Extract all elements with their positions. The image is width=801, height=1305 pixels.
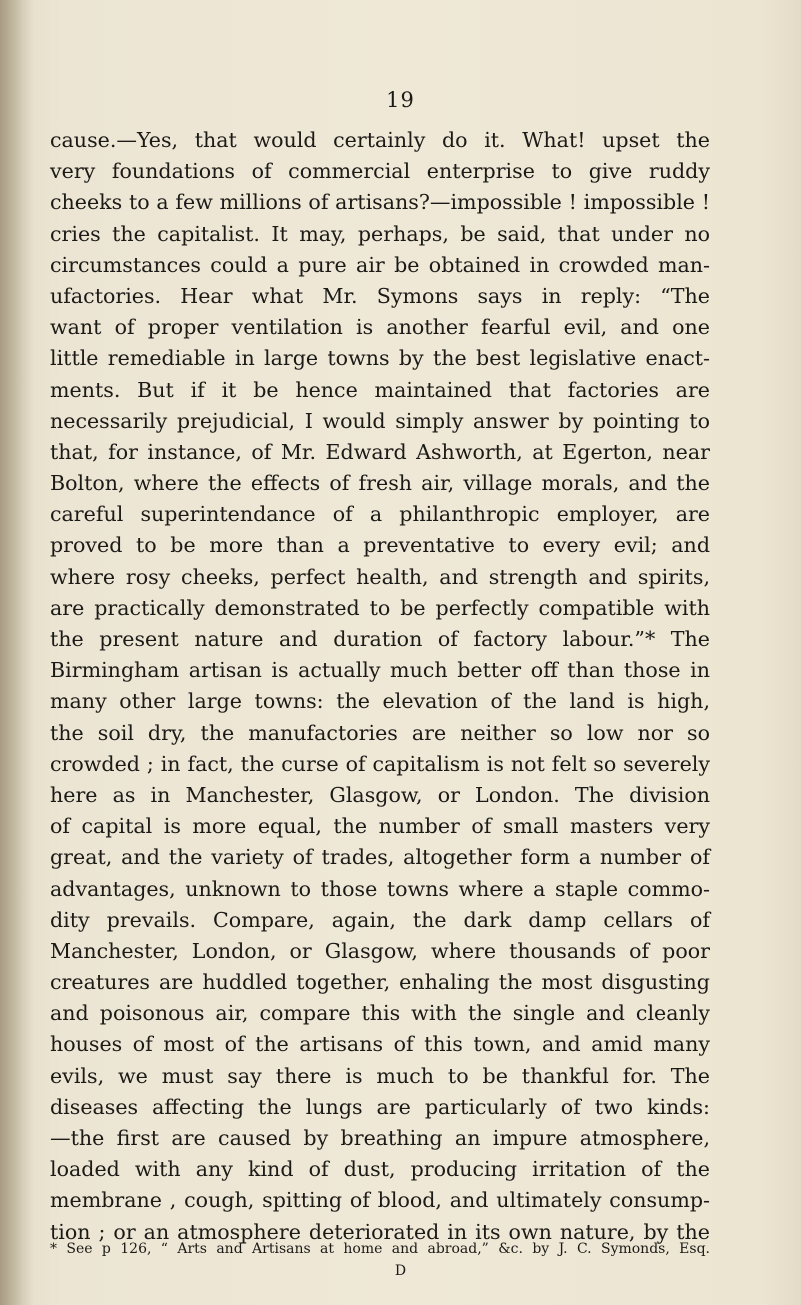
text-line-22: here as in Manchester, Glasgow, or London. The division (50, 782, 710, 807)
text-line-9: ments. But if it be hence maintained that factories are (50, 377, 710, 402)
text-line-12: Bolton, where the effects of fresh air, village morals, and the (50, 471, 710, 496)
text-line-4: cries the capitalist. It may, perhaps, be said, that under no (50, 221, 710, 246)
text-line-15: where rosy cheeks, perfect health, and strength and spirits, (50, 564, 710, 589)
text-line-24: great, and the variety of trades, altogether form a number of (50, 845, 710, 870)
text-line-28: creatures are huddled together, enhaling the most disgusting (50, 970, 710, 995)
text-line-2: very foundations of commercial enterprise to give ruddy (50, 159, 710, 184)
page-number: 19 (386, 88, 415, 112)
text-line-10: necessarily prejudicial, I would simply answer by pointing to (50, 408, 710, 433)
body-text (50, 125, 710, 1248)
text-line-16: are practically demonstrated to be perfectly compatible with (50, 595, 710, 620)
text-line-18: Birmingham artisan is actually much better off than those in (50, 658, 710, 683)
text-line-29: and poisonous air, compare this with the single and cleanly (50, 1001, 710, 1026)
signature-mark: D (394, 1263, 407, 1279)
text-line-35: membrane , cough, spitting of blood, and ultimately consump- (50, 1188, 710, 1213)
text-line-30: houses of most of the artisans of this town, and amid many (50, 1032, 710, 1057)
text-line-23: of capital is more equal, the number of small masters very (50, 814, 710, 839)
text-line-27: Manchester, London, or Glasgow, where thousands of poor (50, 938, 710, 963)
text-line-8: little remediable in large towns by the best legislative enact- (50, 346, 710, 371)
text-line-1: cause.—Yes, that would certainly do it. What! upset the (50, 128, 710, 152)
text-line-34: loaded with any kind of dust, producing irritation of the (50, 1157, 710, 1182)
text-line-33: —the first are caused by breathing an impure atmosphere, (50, 1126, 710, 1150)
text-line-7: want of proper ventilation is another fearful evil, and one (50, 315, 710, 340)
text-line-26: dity prevails. Compare, again, the dark damp cellars of (50, 907, 710, 932)
text-line-31: evils, we must say there is much to be thankful for. The (50, 1063, 710, 1088)
text-line-13: careful superintendance of a philanthropic employer, are (50, 502, 710, 527)
text-line-36: tion ; or an atmosphere deteriorated in its own nature, by the (50, 1219, 710, 1244)
text-line-20: the soil dry, the manufactories are neither so low nor so (50, 720, 710, 745)
text-line-19: many other large towns: the elevation of the land is high, (50, 689, 710, 714)
footnote: * See p 126, “ Arts and Artisans at home and abroad,” &c. by J. C. Symonds, Esq. (50, 1241, 710, 1257)
text-line-5: circumstances could a pure air be obtained in crowded man- (50, 252, 710, 277)
text-line-17: the present nature and duration of factory labour.”* The (50, 627, 710, 651)
text-line-6: ufactories. Hear what Mr. Symons says in reply: “The (50, 283, 710, 308)
text-line-14: proved to be more than a preventative to every evil; and (50, 533, 710, 558)
text-line-21: crowded ; in fact, the curse of capitalism is not felt so severely (50, 751, 710, 776)
text-line-3: cheeks to a few millions of artisans?—impossible ! impossible ! (50, 190, 710, 215)
text-line-25: advantages, unknown to those towns where a staple commo- (50, 876, 710, 901)
text-line-11: that, for instance, of Mr. Edward Ashworth, at Egerton, near (50, 439, 710, 464)
text-line-32: diseases affecting the lungs are particularly of two kinds: (50, 1094, 710, 1119)
binding-gutter-shadow (0, 0, 34, 1305)
